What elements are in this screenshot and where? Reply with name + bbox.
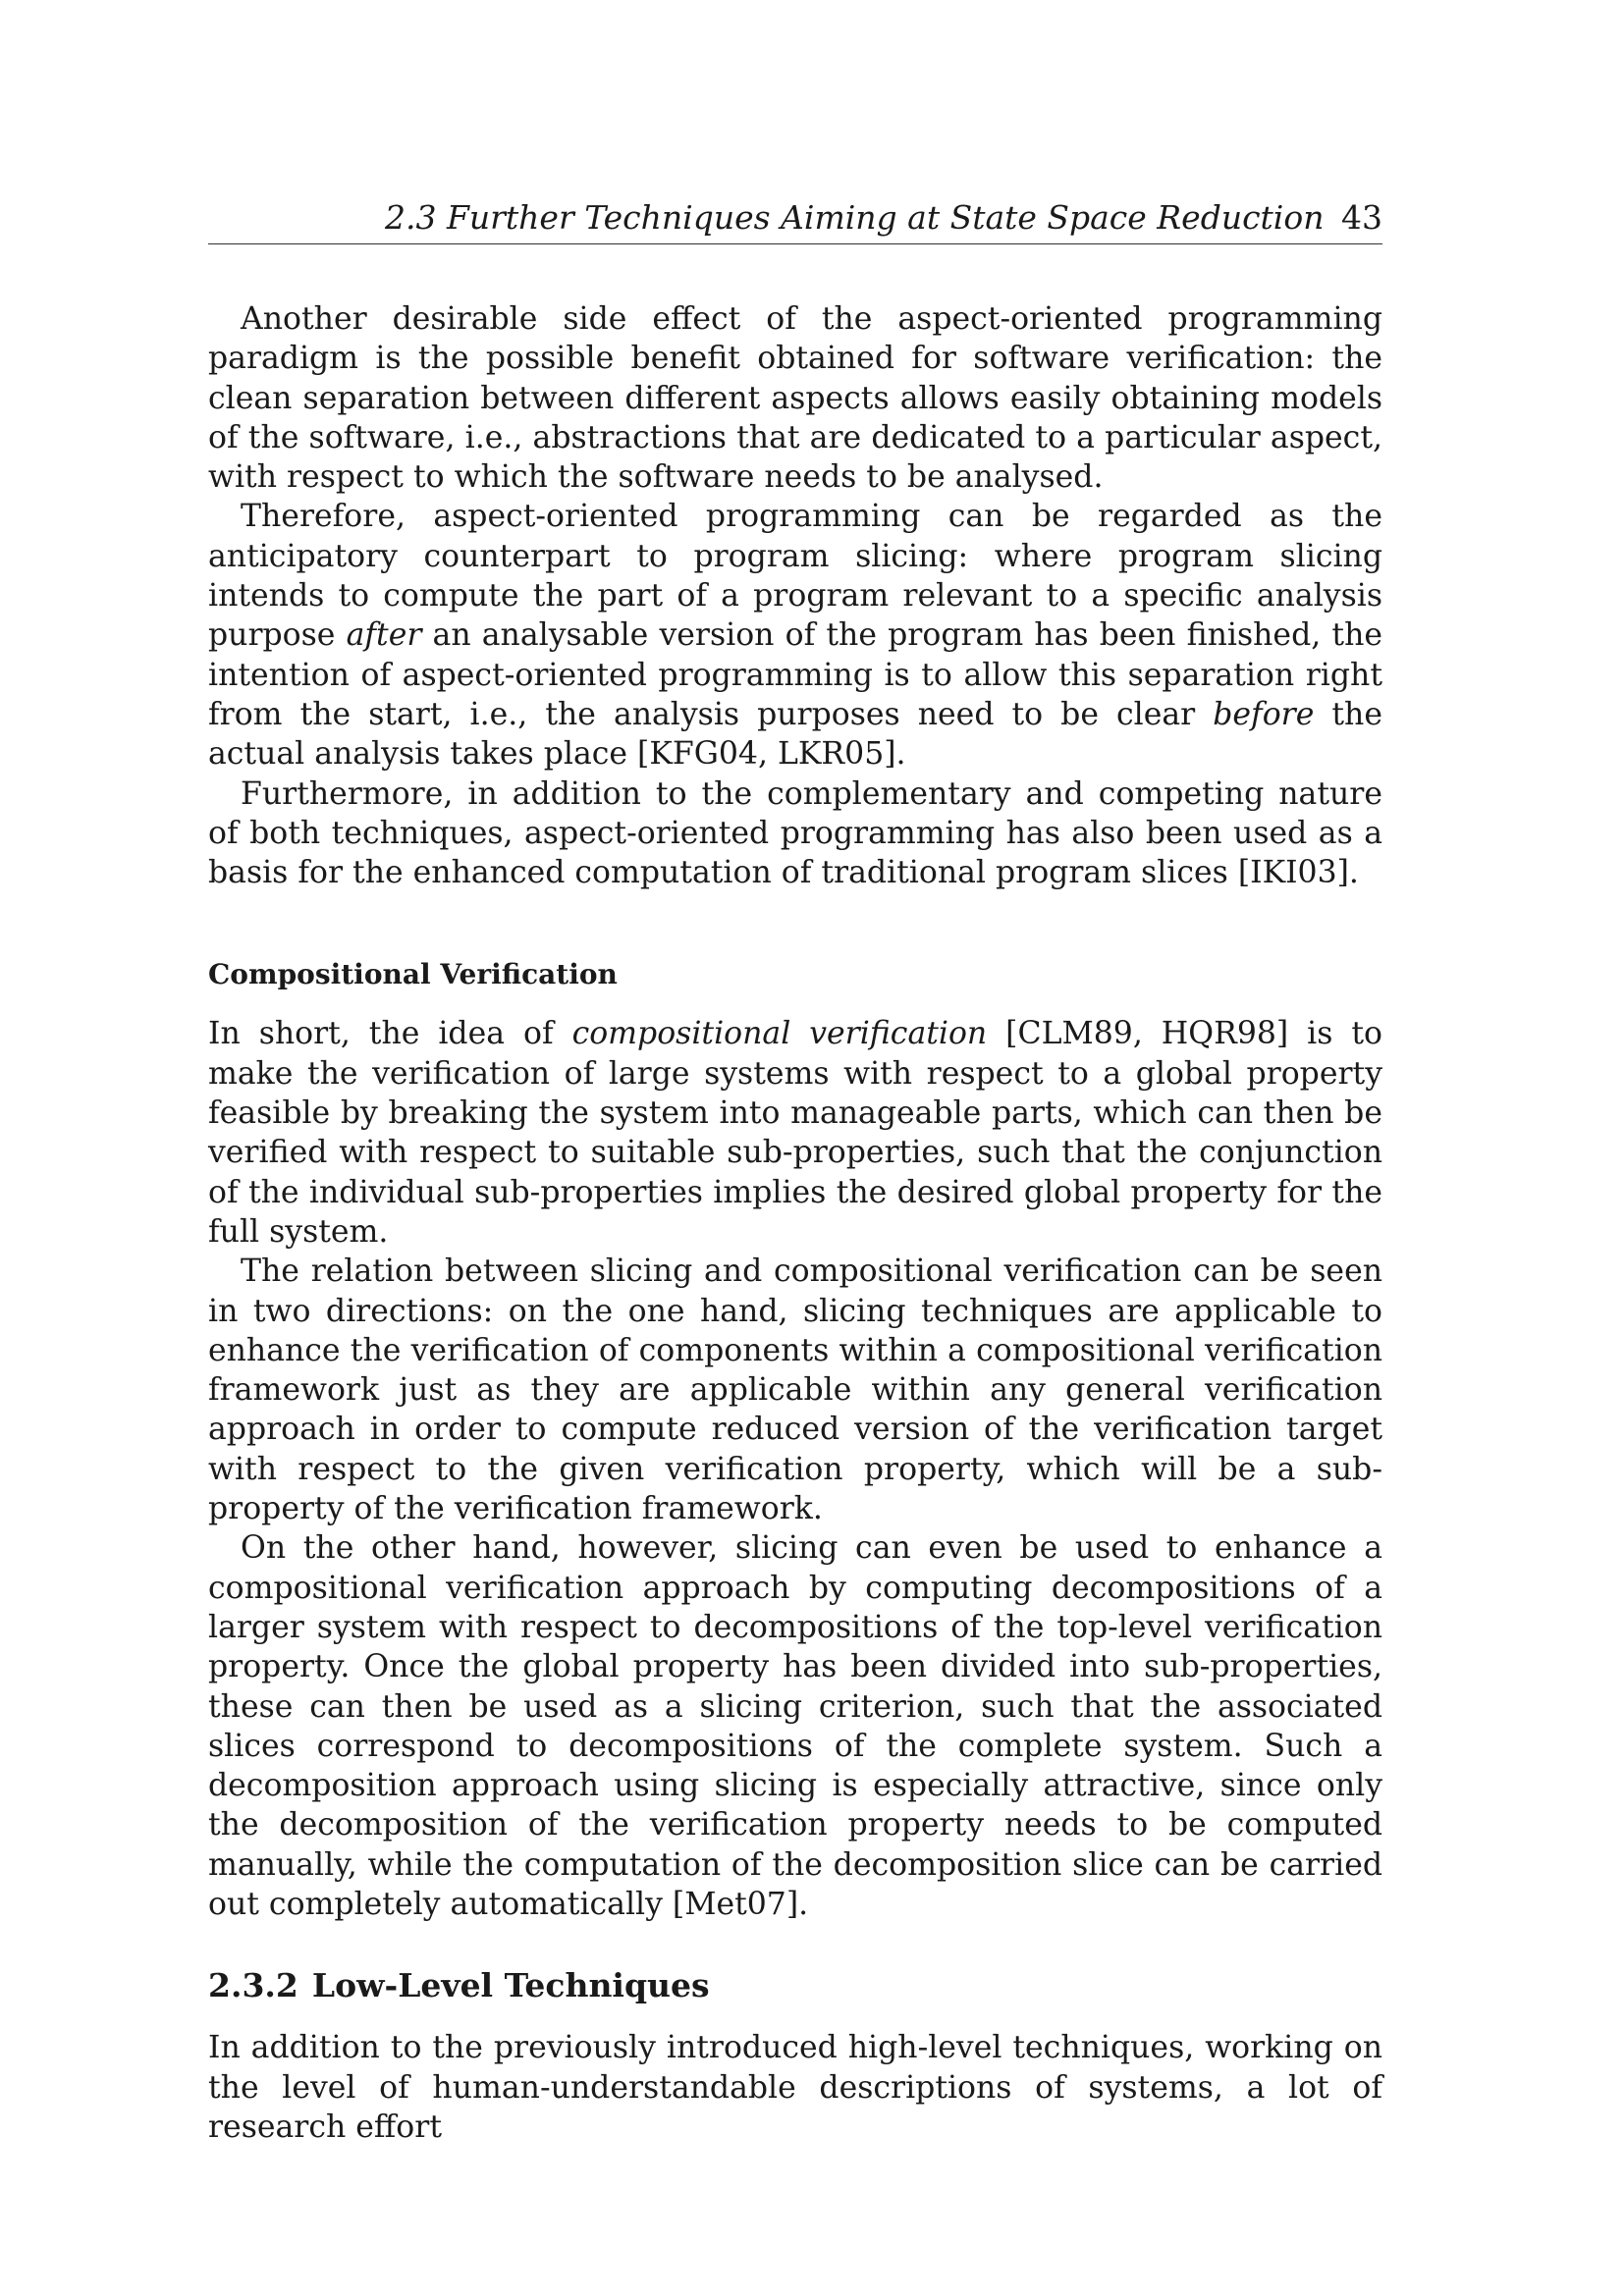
paragraph-aop-slices <box>208 774 1382 893</box>
paragraph-text: In short, the idea of <box>208 1016 572 1052</box>
paragraph-text: the actual analysis takes place [KFG04, LKR05]. <box>208 696 1382 773</box>
section-title: Low-Level Techniques <box>311 1966 710 2005</box>
paragraph-text: In addition to the previously introduced high-level techniques, working on the level of human-understandable descriptions of systems, a lot of research effort <box>208 2030 1382 2145</box>
running-title: 2.3 Further Techniques Aiming at State Space Reduction <box>385 198 1325 237</box>
paragraph-slicing-relation <box>208 1252 1382 1528</box>
paragraph-text: Furthermore, in addition to the complementary and competing nature of both techniques, aspect-oriented programming has also been used as a basis for the enhanced computation of traditional program slices [IKI03]. <box>208 775 1382 891</box>
body-text <box>208 299 1382 2147</box>
paragraph-text: an analysable version of the program has been finished, the intention of aspect-oriented programming is to allow this separation right from the start, i.e., the analysis purposes need to be clear <box>208 617 1382 732</box>
paragraph-text: Another desirable side effect of the aspect-oriented programming paradigm is the possible benefit obtained for software verification: the clean separation between different aspects allows easily obtaining models of the software, i.e., abstractions that are dedicated to a particular aspect, with respect to which the software needs to be analysed. <box>208 301 1382 496</box>
paragraph-text: The relation between slicing and compositional verification can be seen in two directions: on the one hand, slicing techniques are applicable to enhance the verification of components within a compositional verification framework just as they are applicable within any general verification approach in order to compute reduced version of the verification target with respect to the given verification property, which will be a sub-property of the verification framework. <box>208 1254 1382 1527</box>
emphasis-before: before <box>1213 696 1315 732</box>
paragraph-aop-verification-benefit <box>208 299 1382 497</box>
paragraph-decomposition-approach <box>208 1528 1382 1924</box>
subsection-heading-compositional-verification: Compositional Verification <box>208 958 618 991</box>
paragraph-compositional-verification-idea <box>208 1014 1382 1252</box>
emphasis-compositional-verification: compositional verification <box>571 1016 988 1052</box>
paragraph-text: [CLM89, HQR98] is to make the verification of large systems with respect to a global property feasible by breaking the system into manageable parts, which can then be verified with respect to suitable sub-properties, such that the conjunction of the individual sub-properties implies the desired global property for the full system. <box>208 1016 1382 1250</box>
page-number: 43 <box>1341 198 1382 237</box>
paragraph-aop-vs-slicing <box>208 497 1382 774</box>
section-number: 2.3.2 <box>208 1966 298 2005</box>
paragraph-low-level-intro <box>208 2028 1382 2147</box>
section-heading-low-level-techniques <box>208 1965 1382 2006</box>
emphasis-after: after <box>346 617 422 654</box>
running-head <box>208 196 1382 244</box>
paragraph-text: Therefore, aspect-oriented programming can be regarded as the anticipatory counterpart to program slicing: where program slicing intends to compute the part of a program relevant to a specific analysis purpose <box>208 499 1382 654</box>
paragraph-text: On the other hand, however, slicing can even be used to enhance a compositional verification approach by computing decompositions of a larger system with respect to decompositions of the top-level verification property. Once the global property has been divided into sub-properties, these can then be used as a slicing criterion, such that the associated slices correspond to decompositions of the complete system. Such a decomposition approach using slicing is especially attractive, since only the decomposition of the verification property needs to be computed manually, while the computation of the decomposition slice can be carried out completely automatically [Met07]. <box>208 1530 1382 1922</box>
